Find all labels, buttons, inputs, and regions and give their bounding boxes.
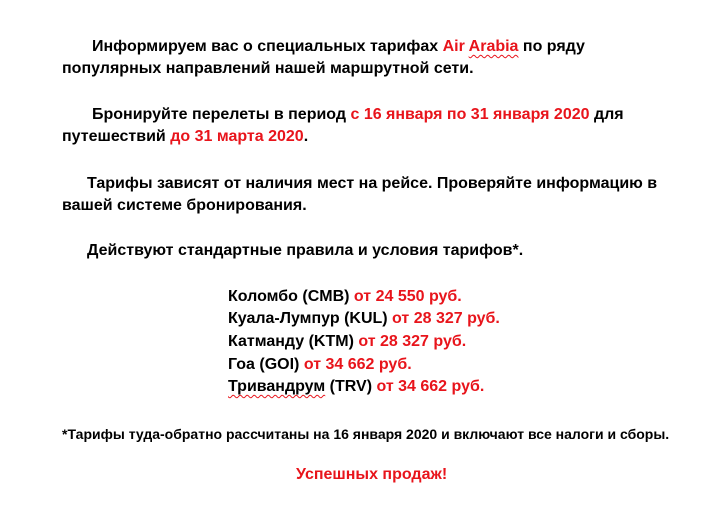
fare-destination: Коломбо (CMB) [228,288,354,305]
fare-row [228,354,412,376]
booking-period-dates: с 16 января по 31 января 2020 [350,106,590,123]
fare-row [228,331,466,353]
fare-row [228,286,462,308]
rules-note: Действуют стандартные правила и условия тарифов*. [87,242,524,259]
booking-period-line-2: путешествий до 31 марта 2020. [62,128,309,145]
fare-price: от 24 550 руб. [353,288,462,305]
availability-line-2: вашей системе бронирования. [62,197,307,214]
fare-destination: Тривандрум [228,378,326,395]
airline-name: Air Arabia [442,38,519,55]
travel-deadline: до 31 марта 2020 [170,128,304,145]
availability-line-1: Тарифы зависят от наличия мест на рейсе. Проверяйте информацию в [87,175,658,192]
fare-row [228,308,500,330]
intro-line-2: популярных направлений нашей маршрутной сети. [62,60,474,77]
booking-period-line-1: Бронируйте перелеты в период с 16 января по 31 января 2020 для [92,106,624,123]
intro-line-1: Информируем вас о специальных тарифах Air Arabia по ряду [92,38,585,55]
fare-price: от 28 327 руб. [358,333,467,350]
fare-price: от 34 662 руб. [376,378,485,395]
intro-text: Информируем вас о специальных тарифах [92,38,443,55]
fare-destination: Куала-Лумпур (KUL) [228,310,393,327]
closing-message: Успешных продаж! [296,466,448,483]
fare-destination: Гоа (GOI) [228,356,304,373]
fare-row: Тривандрум (TRV) от 34 662 руб. [228,378,485,395]
footnote: *Тарифы туда-обратно рассчитаны на 16 января 2020 и включают все налоги и сборы. [62,426,670,442]
fare-destination: Катманду (KTM) [228,333,359,350]
fare-price: от 34 662 руб. [303,356,412,373]
airline-name-arabia: Arabia [468,38,519,55]
fare-price: от 28 327 руб. [392,310,500,327]
